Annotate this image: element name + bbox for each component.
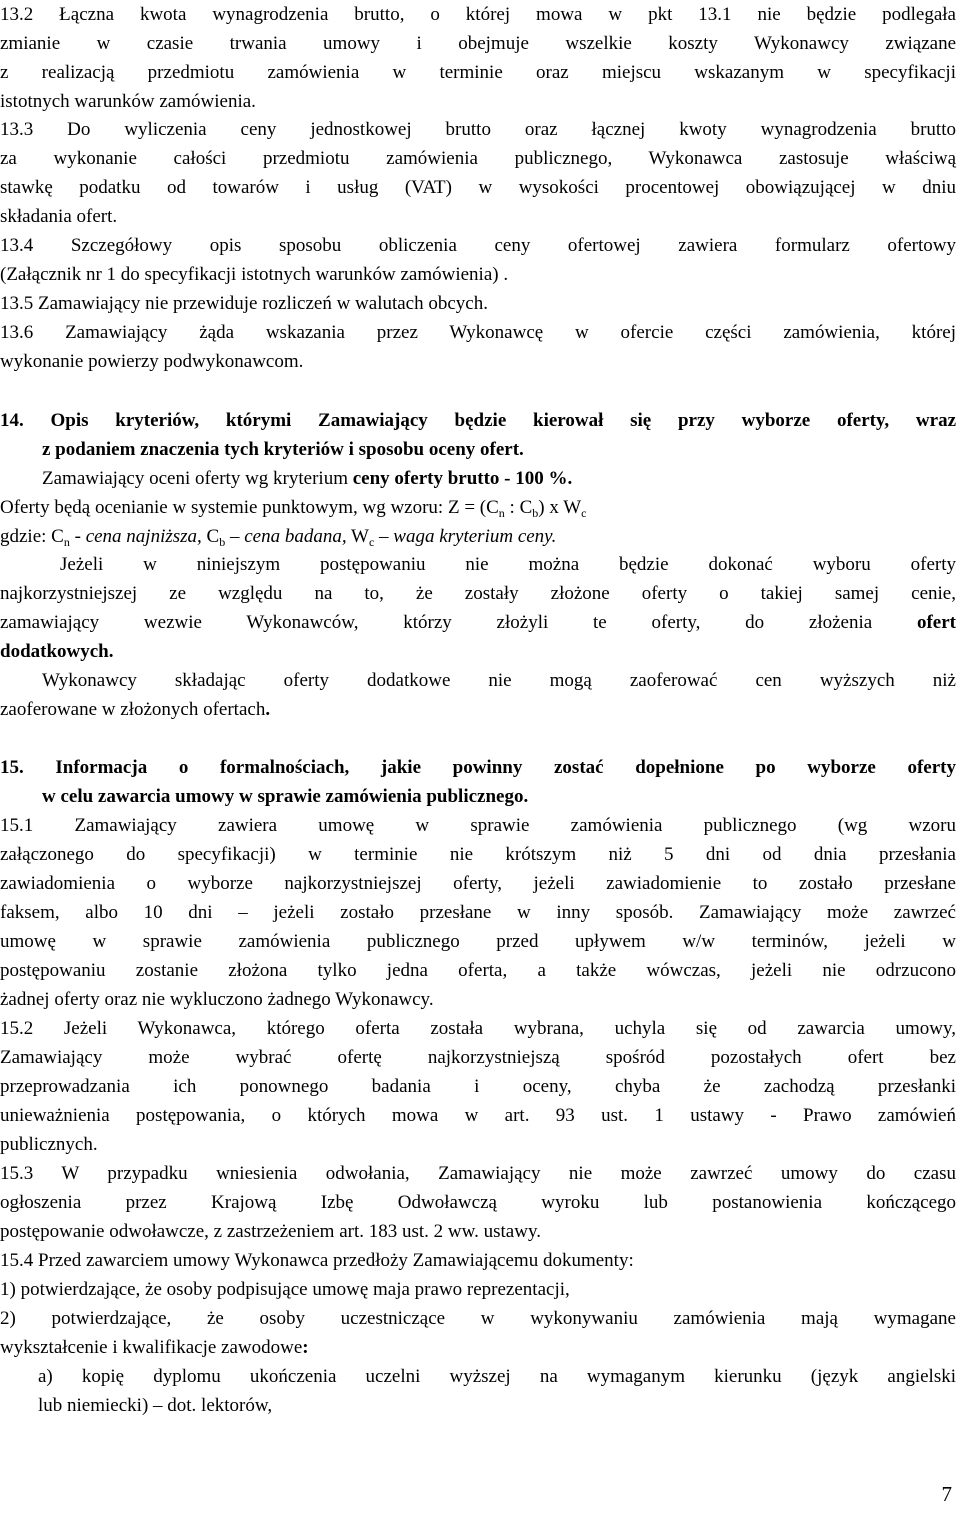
list-item-2-line-2-colon: : [302,1337,309,1358]
section-15-1-line-1: 15.1 Zamawiający zawiera umowę w sprawie zamówienia publicznego (wg wzoru [0,815,956,836]
list-item-a-line-1: a) kopię dyplomu ukończenia uczelni wyższej na wymaganym kierunku (język angielski [38,1366,956,1387]
additional-offers-line-1: Wykonawcy składając oferty dodatkowe nie mogą zaoferować cen wyższych niż [42,670,956,691]
criterion-value: ceny oferty brutto - 100 %. [352,468,573,489]
section-14-heading-line-1: 14. Opis kryteriów, którymi Zamawiający będzie kierował się przy wyborze oferty, wraz [0,410,956,431]
tie-paragraph-line-4: dodatkowych. [0,641,114,662]
section-13-2-line-1: 13.2 Łączna kwota wynagrodzenia brutto, o której mowa w pkt 13.1 nie będzie podlegała [0,4,956,25]
formula-text: Oferty będą ocenianie w systemie punktowym, wg wzoru: Z = (C [0,497,499,518]
section-15-1-line-4: faksem, albo 10 dni – jeżeli zostało przesłane w inny sposób. Zamawiający może zawrzeć [0,902,956,923]
criterion-text: Zamawiający oceni oferty wg kryterium [42,468,353,489]
section-15-3-line-2: ogłoszenia przez Krajową Izbę Odwoławczą wyroku lub postanowienia kończącego [0,1192,956,1213]
formula-legend-line [0,522,556,551]
tie-paragraph-line-3-bold: ofert [916,612,956,633]
tie-paragraph-line-3-text: zamawiający wezwie Wykonawców, którzy złożyli te oferty, do złożenia [0,612,917,633]
section-15-3-line-1: 15.3 W przypadku wniesienia odwołania, Zamawiający nie może zawrzeć umowy do czasu [0,1163,956,1184]
section-15-1-line-6: postępowaniu zostanie złożona tylko jedna oferta, a także wówczas, jeżeli nie odrzucono [0,960,956,981]
section-13-2-line-3: z realizacją przedmiotu zamówienia w terminie oraz miejscu wskazanym w specyfikacji [0,62,956,83]
legend-subscript-c: c [368,535,375,549]
legend-subscript-n: n [63,535,70,549]
additional-offers-line-2-dot: . [265,699,271,720]
section-15-2-line-2: Zamawiający może wybrać ofertę najkorzystniejszą spośród pozostałych ofert bez [0,1047,956,1068]
section-15-1-line-5: umowę w sprawie zamówienia publicznego przed upływem w/w terminów, jeżeli w [0,931,956,952]
section-13-3-line-1: 13.3 Do wyliczenia ceny jednostkowej brutto oraz łącznej kwoty wynagrodzenia brutto [0,119,956,140]
formula-text-mid: : C [504,497,533,518]
list-item-2-line-2 [0,1333,309,1362]
section-13-3-line-4: składania ofert. [0,206,118,227]
legend-dash-b: – [225,526,245,547]
list-item-a-line-2: lub niemiecki) – dot. lektorów, [38,1395,273,1416]
section-15-3-line-3: postępowanie odwoławcze, z zastrzeżeniem art. 183 ust. 2 ww. ustawy. [0,1221,541,1242]
section-15-heading-line-2: w celu zawarcia umowy w sprawie zamówienia publicznego. [42,786,529,807]
additional-offers-line-2 [0,695,270,724]
tie-paragraph-line-1: Jeżeli w niniejszym postępowaniu nie można będzie dokonać wyboru oferty [60,554,956,575]
tie-paragraph-line-3 [0,608,956,637]
subscript-b: b [532,506,539,520]
subscript-n: n [498,506,505,520]
additional-offers-line-2-text: zaoferowane w złożonych ofertach [0,699,266,720]
section-15-heading-line-1: 15. Informacja o formalnościach, jakie powinny zostać dopełnione po wyborze oferty [0,757,956,778]
section-15-4: 15.4 Przed zawarciem umowy Wykonawca przedłoży Zamawiającemu dokumenty: [0,1250,634,1271]
section-13-5: 13.5 Zamawiający nie przewiduje rozliczeń w walutach obcych. [0,293,488,314]
criterion-line [42,464,572,493]
legend-prefix: gdzie: C [0,526,64,547]
section-13-4-line-1: 13.4 Szczegółowy opis sposobu obliczenia ceny ofertowej zawiera formularz ofertowy [0,235,956,256]
section-13-2-line-2: zmianie w czasie trwania umowy i obejmuje wszelkie koszty Wykonawcy związane [0,33,956,54]
formula-line [0,493,587,522]
section-13-3-line-2: za wykonanie całości przedmiotu zamówienia publicznego, Wykonawca zastosuje właściwą [0,148,956,169]
section-13-2-line-4: istotnych warunków zamówienia. [0,91,256,112]
legend-wc: W [346,526,369,547]
legend-wc-desc: waga kryterium ceny. [393,526,557,547]
section-15-1-line-3: zawiadomienia o wyborze najkorzystniejszej oferty, jeżeli zawiadomienie to zostało przesłane [0,873,956,894]
legend-cb: C [201,526,220,547]
legend-subscript-b: b [219,535,226,549]
section-13-3-line-3: stawkę podatku od towarów i usług (VAT) w wysokości procentowej obowiązującej w dniu [0,177,956,198]
section-15-2-line-3: przeprowadzania ich ponownego badania i oceny, chyba że zachodzą przesłanki [0,1076,956,1097]
list-item-2-line-2-text: wykształcenie i kwalifikacje zawodowe [0,1337,303,1358]
section-13-4-line-2: (Załącznik nr 1 do specyfikacji istotnych warunków zamówienia) . [0,264,509,285]
section-15-1-line-2: załączonego do specyfikacji) w terminie nie krótszym niż 5 dni od dnia przesłania [0,844,956,865]
formula-text-end: ) x W [538,497,582,518]
section-13-6-line-2: wykonanie powierzy podwykonawcom. [0,351,304,372]
section-15-1-line-7: żadnej oferty oraz nie wykluczono żadnego Wykonawcy. [0,989,434,1010]
list-item-1: 1) potwierdzające, że osoby podpisujące umowę maja prawo reprezentacji, [0,1279,570,1300]
legend-cn-desc: cena najniższa, [85,526,202,547]
legend-cb-desc: cena badana, [244,526,347,547]
legend-dash-c: – [374,526,394,547]
section-14-heading-line-2: z podaniem znaczenia tych kryteriów i sposobu oceny ofert. [42,439,524,460]
tie-paragraph-line-2: najkorzystniejszej ze względu na to, że zostały złożone oferty o takiej samej cenie, [0,583,956,604]
list-item-2-line-1: 2) potwierdzające, że osoby uczestniczące w wykonywaniu zamówienia mają wymagane [0,1308,956,1329]
subscript-c: c [581,506,587,520]
section-13-6-line-1: 13.6 Zamawiający żąda wskazania przez Wykonawcę w ofercie części zamówienia, której [0,322,956,343]
section-15-2-line-5: publicznych. [0,1134,98,1155]
legend-dash-n: - [69,526,86,547]
page-number: 7 [941,1482,952,1506]
section-15-2-line-1: 15.2 Jeżeli Wykonawca, którego oferta została wybrana, uchyla się od zawarcia umowy, [0,1018,956,1039]
section-15-2-line-4: unieważnienia postępowania, o których mowa w art. 93 ust. 1 ustawy - Prawo zamówień [0,1105,956,1126]
